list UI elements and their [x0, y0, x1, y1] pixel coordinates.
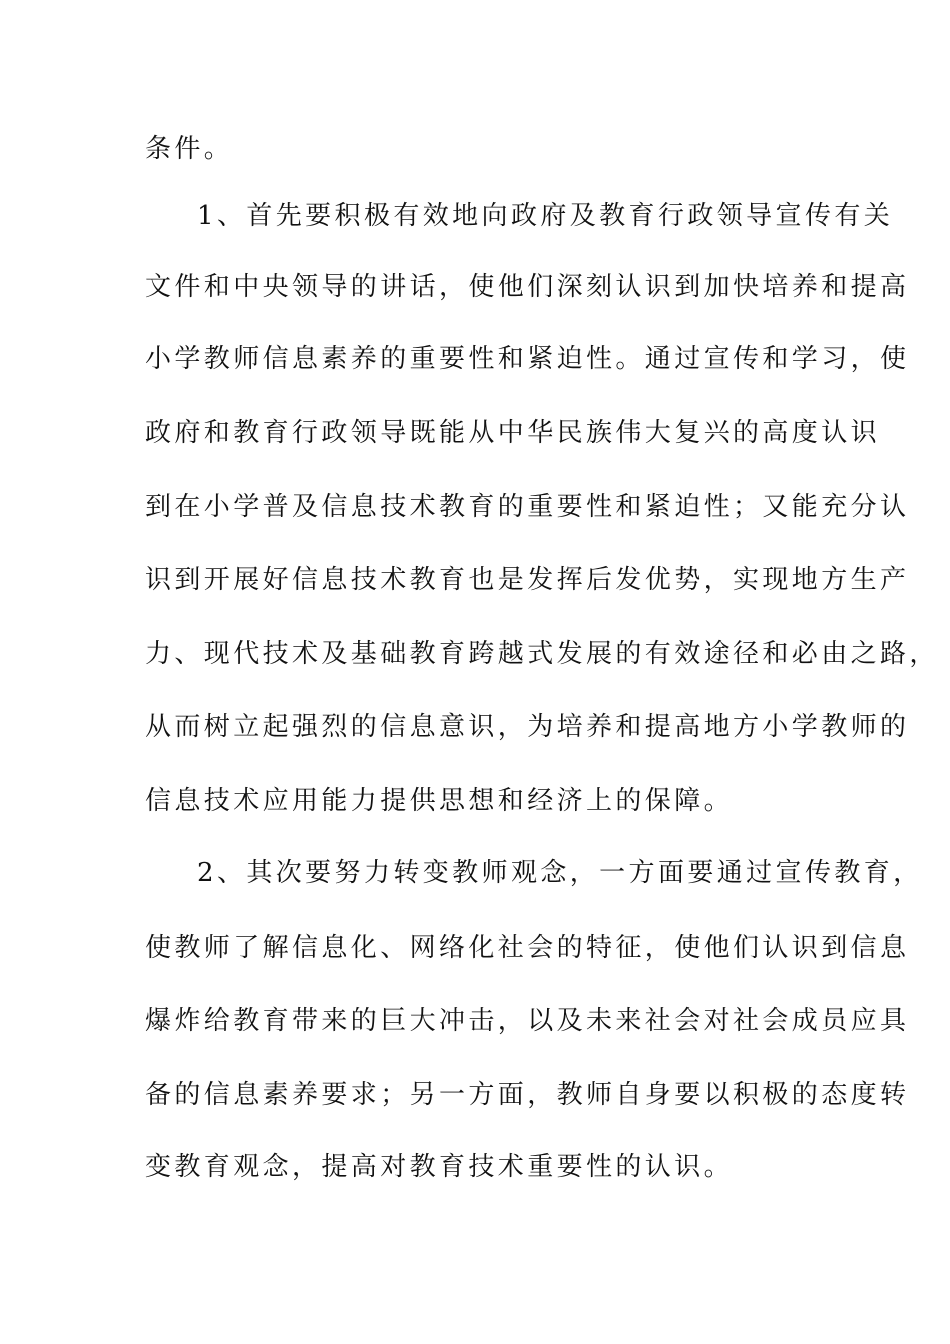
text-line: 信息技术应用能力提供思想和经济上的保障。: [145, 786, 734, 816]
text-line: 识到开展好信息技术教育也是发挥后发优势，实现地方生产: [145, 565, 910, 595]
text-line: 到在小学普及信息技术教育的重要性和紧迫性；又能充分认: [145, 492, 910, 522]
text-line: 政府和教育行政领导既能从中华民族伟大复兴的高度认识: [145, 418, 881, 448]
text-line: 变教育观念，提高对教育技术重要性的认识。: [145, 1152, 734, 1182]
text-line: 1、首先要积极有效地向政府及教育行政领导宣传有关: [197, 201, 894, 231]
text-line: 爆炸给教育带来的巨大冲击，以及未来社会对社会成员应具: [145, 1006, 910, 1036]
text-line: 使教师了解信息化、网络化社会的特征，使他们认识到信息: [145, 933, 910, 963]
text-line: 条件。: [145, 134, 234, 164]
text-line: 备的信息素养要求；另一方面，教师自身要以积极的态度转: [145, 1080, 910, 1110]
text-line: 从而树立起强烈的信息意识，为培养和提高地方小学教师的: [145, 712, 910, 742]
text-line: 力、现代技术及基础教育跨越式发展的有效途径和必由之路，: [145, 639, 939, 669]
text-line: 小学教师信息素养的重要性和紧迫性。通过宣传和学习，使: [145, 344, 910, 374]
text-line: 2、其次要努力转变教师观念，一方面要通过宣传教育，: [197, 858, 923, 888]
text-line: 文件和中央领导的讲话，使他们深刻认识到加快培养和提高: [145, 272, 910, 302]
